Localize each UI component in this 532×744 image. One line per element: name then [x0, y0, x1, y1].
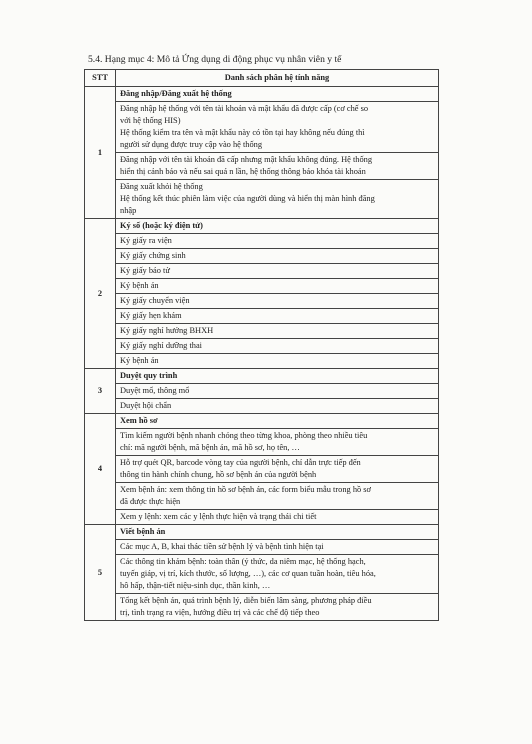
feature-text-line: hô hấp, thận-tiết niệu-sinh dục, thần kinh, … [120, 581, 271, 590]
feature-row [85, 354, 439, 369]
feature-row [85, 309, 439, 324]
feature-row [85, 429, 439, 456]
feature-text-line: Tìm kiếm người bệnh nhanh chóng theo từng khoa, phòng theo nhiều tiêu [120, 431, 368, 440]
feature-text-line: Hỗ trợ quét QR, barcode vòng tay của người bệnh, chỉ dẫn trực tiếp đến [120, 458, 361, 467]
feature-row [85, 540, 439, 555]
feature-cell [116, 483, 439, 510]
feature-row [85, 234, 439, 249]
feature-row [85, 264, 439, 279]
feature-cell [116, 264, 439, 279]
features-header: Danh sách phân hệ tính năng [116, 70, 439, 87]
feature-text-line: với hệ thống HIS) [120, 116, 181, 125]
feature-text-line: tuyến giáp, vị trí, kích thước, số lượng, …), các cơ quan tuần hoàn, tiêu hóa, [120, 569, 376, 578]
feature-row [85, 483, 439, 510]
feature-text-line: Hệ thống kết thúc phiên làm việc của người dùng và hiển thị màn hình đăng [120, 194, 375, 203]
feature-text-line: Tổng kết bệnh án, quá trình bệnh lý, diễn biến lâm sàng, phương pháp điều [120, 596, 372, 605]
table-header-row [85, 70, 439, 87]
feature-row [85, 384, 439, 399]
group-title: Duyệt quy trình [116, 369, 439, 384]
feature-row [85, 153, 439, 180]
feature-cell [116, 180, 439, 219]
group-row [85, 525, 439, 540]
feature-cell [116, 594, 439, 621]
feature-text-line: nhập [120, 206, 137, 215]
table-body [85, 87, 439, 621]
feature-text-line: trị, tình trạng ra viện, hướng điều trị và các chế độ tiếp theo [120, 608, 320, 617]
feature-cell [116, 510, 439, 525]
feature-text-line: Đăng nhập hệ thống với tên tài khoản và mật khẩu đã được cấp (cơ chế so [120, 104, 369, 113]
feature-row [85, 249, 439, 264]
feature-cell [116, 354, 439, 369]
feature-row [85, 324, 439, 339]
group-title: Xem hồ sơ [116, 414, 439, 429]
stt-header: STT [85, 70, 116, 87]
feature-text-line: Ký giấy chuyển viện [120, 296, 190, 305]
group-row [85, 219, 439, 234]
feature-cell [116, 102, 439, 153]
stt-cell: 5 [85, 525, 116, 621]
feature-cell [116, 429, 439, 456]
feature-cell [116, 555, 439, 594]
feature-text-line: Ký giấy ra viện [120, 236, 172, 245]
feature-table [84, 69, 439, 621]
feature-cell [116, 324, 439, 339]
feature-row [85, 339, 439, 354]
section-heading: 5.4. Hạng mục 4: Mô tả Ứng dụng di động phục vụ nhân viên y tế [88, 54, 342, 65]
stt-cell: 4 [85, 414, 116, 525]
feature-text-line: thông tin hành chính chung, hồ sơ bệnh án của người bệnh [120, 470, 317, 479]
group-row [85, 87, 439, 102]
feature-text-line: Đăng xuất khỏi hệ thống [120, 182, 203, 191]
feature-row [85, 594, 439, 621]
feature-text-line: Duyệt mổ, thông mổ [120, 386, 190, 395]
feature-text-line: Xem bệnh án: xem thông tin hồ sơ bệnh án, các form biểu mẫu trong hồ sơ [120, 485, 371, 494]
feature-text-line: Xem y lệnh: xem các y lệnh thực hiện và trạng thái chi tiết [120, 512, 317, 521]
feature-text-line: Ký bệnh án [120, 281, 159, 290]
feature-text-line: Ký giấy nghỉ hưởng BHXH [120, 326, 214, 335]
feature-text-line: Ký giấy chứng sinh [120, 251, 186, 260]
feature-row [85, 555, 439, 594]
stt-cell: 3 [85, 369, 116, 414]
stt-cell: 2 [85, 219, 116, 369]
feature-text-line: Ký giấy hẹn khám [120, 311, 182, 320]
feature-text-line: Duyệt hội chẩn [120, 401, 172, 410]
feature-cell [116, 456, 439, 483]
feature-text-line: Các mục A, B, khai thác tiền sử bệnh lý và bệnh tình hiện tại [120, 542, 324, 551]
feature-text-line: chí: mã người bệnh, mã bệnh án, mã hồ sơ, họ tên, … [120, 443, 300, 452]
feature-text-line: Đăng nhập với tên tài khoản đã cấp nhưng mật khẩu không đúng. Hệ thống [120, 155, 373, 164]
feature-row [85, 456, 439, 483]
feature-text-line: Ký bệnh án [120, 356, 159, 365]
feature-text-line: Ký giấy báo tử [120, 266, 170, 275]
feature-cell [116, 399, 439, 414]
feature-text-line: Ký giấy nghỉ dưỡng thai [120, 341, 203, 350]
group-title: Ký số (hoặc ký điện tử) [116, 219, 439, 234]
feature-row [85, 294, 439, 309]
feature-text-line: hiển thị cảnh báo và nếu sai quá n lần, hệ thống thông báo khóa tài khoản [120, 167, 366, 176]
feature-cell [116, 279, 439, 294]
feature-cell [116, 309, 439, 324]
feature-text-line: người sử dụng được truy cập vào hệ thống [120, 140, 263, 149]
feature-cell [116, 153, 439, 180]
feature-cell [116, 339, 439, 354]
feature-cell [116, 249, 439, 264]
feature-row [85, 399, 439, 414]
feature-row [85, 510, 439, 525]
group-row [85, 414, 439, 429]
feature-cell [116, 540, 439, 555]
group-row [85, 369, 439, 384]
group-title: Viết bệnh án [116, 525, 439, 540]
feature-cell [116, 384, 439, 399]
feature-text-line: Hệ thống kiểm tra tên và mật khẩu này có tồn tại hay không nếu đúng thì [120, 128, 365, 137]
feature-cell [116, 234, 439, 249]
group-title: Đăng nhập/Đăng xuất hệ thống [116, 87, 439, 102]
feature-row [85, 279, 439, 294]
feature-row [85, 102, 439, 153]
feature-text-line: Các thông tin khám bệnh: toàn thân (ý thức, da niêm mạc, hệ thống hạch, [120, 557, 366, 566]
feature-cell [116, 294, 439, 309]
feature-row [85, 180, 439, 219]
feature-text-line: đã được thực hiện [120, 497, 181, 506]
stt-cell: 1 [85, 87, 116, 219]
